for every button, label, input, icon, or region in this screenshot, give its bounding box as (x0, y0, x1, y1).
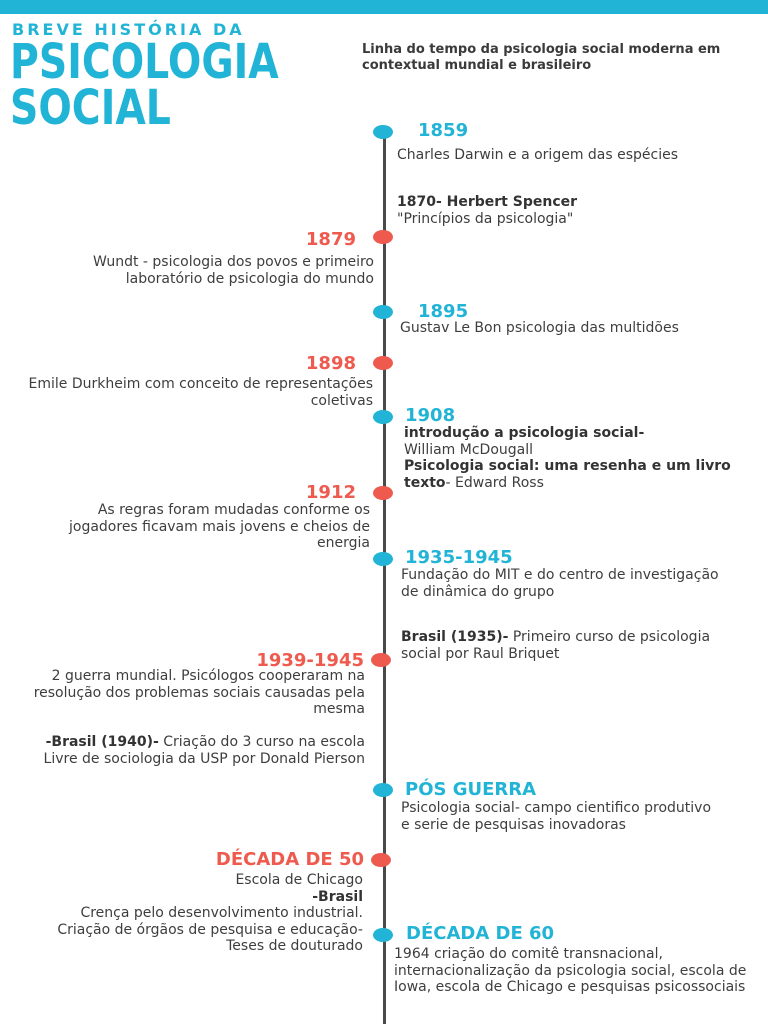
header-kicker: BREVE HISTÓRIA DA (12, 20, 245, 39)
timeline-marker-1859 (373, 125, 393, 139)
timeline-marker-1879 (373, 230, 393, 244)
timeline-marker-1895 (373, 305, 393, 319)
year-1908: 1908 (405, 405, 456, 426)
page-subtitle: Linha do tempo da psicologia social moderna em contextual mundial e brasileiro (362, 42, 721, 73)
event-pos-guerra-text: Psicologia social- campo cientifico produtivo e serie de pesquisas inovadoras (401, 800, 712, 833)
event-1935-brasil-text: Primeiro curso de psicologia social por Raul Briquet (401, 629, 711, 662)
year-1912: 1912 (305, 482, 356, 503)
event-1935-text: Fundação do MIT e do centro de investigação de dinâmica do grupo (401, 567, 719, 600)
timeline-marker-1898 (373, 356, 393, 370)
event-1940-brasil-title: -Brasil (1940)- (45, 734, 159, 750)
event-1870-title: 1870- Herbert Spencer (397, 194, 578, 210)
year-pos-guerra: PÓS GUERRA (405, 779, 537, 800)
year-1939-1945: 1939-1945 (256, 650, 364, 671)
year-1898: 1898 (305, 353, 356, 374)
timeline-marker-1935-1945 (373, 552, 393, 566)
year-1935-1945: 1935-1945 (405, 547, 513, 568)
event-1940-brasil (25, 734, 365, 767)
event-1908-bold-2: Psicologia social: uma resenha e um livro texto (404, 458, 731, 491)
event-1935-brasil-title: Brasil (1935)- (401, 629, 509, 645)
timeline-marker-pos-guerra (373, 783, 393, 797)
event-1912-text: As regras foram mudadas conforme os jogadores ficavam mais jovens e cheios de energia (69, 502, 370, 551)
event-decada-50-text-3: Criação de órgãos de pesquisa e educação- Teses de douturado (57, 921, 363, 954)
event-decada-60-text: 1964 criação do comitê transnacional, internacionalização da psicologia social, escola de Iowa, escola de Chicago e pesquisas psicossociais (394, 946, 747, 995)
year-1895: 1895 (418, 301, 469, 322)
event-1895-text: Gustav Le Bon psicologia das multidões (400, 320, 679, 336)
event-1879-text: Wundt - psicologia dos povos e primeiro laboratório de psicologia do mundo (92, 254, 374, 287)
event-decada-50-brasil: -Brasil (312, 888, 363, 905)
event-decada-50-text (23, 872, 363, 955)
timeline-marker-1939-1945 (371, 653, 391, 667)
timeline-marker-1908 (373, 410, 393, 424)
timeline-axis (383, 130, 386, 1024)
year-decada-60: DÉCADA DE 60 (406, 923, 555, 944)
year-1859: 1859 (418, 120, 469, 141)
event-1908-text (404, 425, 749, 491)
event-1859-text: Charles Darwin e a origem das espécies (397, 147, 679, 163)
page-title-line-1: PSICOLOGIA (10, 34, 279, 90)
top-accent-bar (0, 0, 768, 14)
event-1908-bold-1: introdução a psicologia social- (404, 425, 645, 441)
event-1898-text: Emile Durkheim com conceito de representações coletivas (28, 376, 373, 409)
event-1939-text: 2 guerra mundial. Psicólogos cooperaram na resolução dos problemas sociais causadas pela mesma (33, 668, 365, 717)
event-1935-brasil (401, 629, 746, 662)
event-decada-50-text-1: Escola de Chicago (235, 872, 363, 888)
event-1870-block (397, 194, 757, 227)
event-1908-text-2: - Edward Ross (445, 474, 544, 491)
event-1940-brasil-text: Criação do 3 curso na escola Livre de sociologia da USP por Donald Pierson (43, 734, 365, 767)
page-title-line-2: SOCIAL (10, 80, 171, 136)
year-decada-50: DÉCADA DE 50 (215, 849, 364, 870)
event-1908-text-1: William McDougall (404, 441, 534, 458)
event-1870-text: "Princípios da psicologia" (397, 210, 574, 227)
timeline-marker-decada-50 (371, 853, 391, 867)
year-1879: 1879 (305, 229, 356, 250)
event-decada-50-text-2: Crença pelo desenvolvimento industrial. (80, 905, 363, 921)
timeline-marker-1912 (373, 486, 393, 500)
timeline-marker-decada-60 (373, 928, 393, 942)
